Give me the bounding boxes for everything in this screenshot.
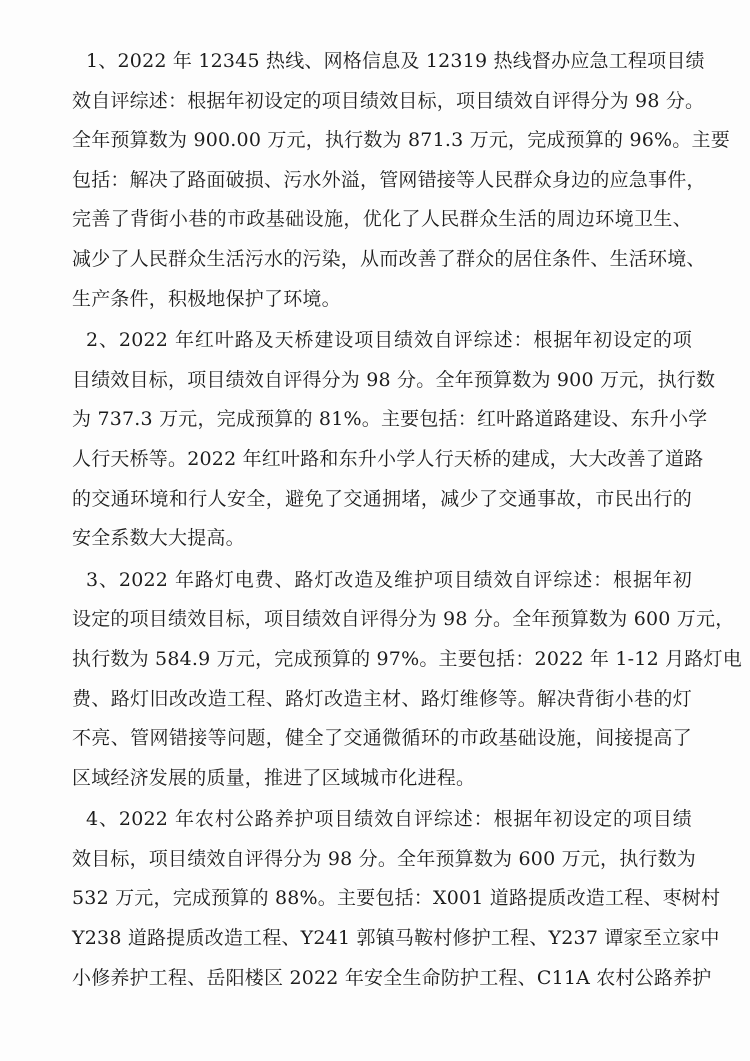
text-line: 生产条件，积极地保护了环境。	[72, 287, 341, 310]
text-line: 设定的项目绩效目标，项目绩效自评得分为 98 分。全年预算数为 600 万元，	[72, 608, 735, 631]
text-line: 532 万元，完成预算的 88%。主要包括：X001 道路提质改造工程、枣树村	[72, 887, 721, 910]
text-line: 4、2022 年农村公路养护项目绩效自评综述：根据年初设定的项目绩	[86, 808, 692, 831]
text-line: 人行天桥等。2022 年红叶路和东升小学人行天桥的建成，大大改善了道路	[72, 447, 704, 470]
text-line: 效自评综述：根据年初设定的项目绩效目标，项目绩效自评得分为 98 分。	[72, 89, 705, 112]
document-body	[72, 42, 742, 1000]
paragraph-3	[72, 561, 742, 799]
text-line: 的交通环境和行人安全，避免了交通拥堵，减少了交通事故，市民出行的	[72, 487, 692, 510]
text-line: 目绩效目标，项目绩效自评得分为 98 分。全年预算数为 900 万元，执行数	[72, 368, 716, 391]
paragraph-1	[72, 42, 730, 319]
text-line: 安全系数大大提高。	[72, 527, 245, 550]
text-line: 包括：解决了路面破损、污水外溢，管网错接等人民群众身边的应急事件，	[72, 168, 706, 191]
text-line: 全年预算数为 900.00 万元，执行数为 871.3 万元，完成预算的 96%。主要	[72, 129, 730, 152]
text-line: 小修养护工程、岳阳楼区 2022 年安全生命防护工程、C11A 农村公路养护	[72, 966, 712, 989]
text-line: Y238 道路提质改造工程、Y241 郭镇马鞍村修护工程、Y237 谭家至立家中	[72, 927, 720, 950]
text-line: 执行数为 584.9 万元，完成预算的 97%。主要包括：2022 年 1-12 月路灯电	[72, 647, 742, 670]
text-line: 为 737.3 万元，完成预算的 81%。主要包括：红叶路道路建设、东升小学	[72, 408, 708, 431]
text-line: 1、2022 年 12345 热线、网格信息及 12319 热线督办应急工程项目绩	[86, 50, 705, 72]
text-line: 费、路灯旧改改造工程、路灯改造主材、路灯维修等。解决背街小巷的灯	[72, 687, 692, 710]
paragraph-2	[72, 321, 716, 559]
text-line: 完善了背街小巷的市政基础设施，优化了人民群众生活的周边环境卫生、	[72, 208, 692, 231]
text-line: 效目标，项目绩效自评得分为 98 分。全年预算数为 600 万元，执行数为	[72, 847, 697, 870]
text-line: 不亮、管网错接等问题，健全了交通微循环的市政基础设施，间接提高了	[72, 727, 692, 750]
paragraph-4	[72, 800, 721, 998]
text-line: 2、2022 年红叶路及天桥建设项目绩效自评综述：根据年初设定的项	[86, 329, 692, 352]
text-line: 减少了人民群众生活污水的污染，从而改善了群众的居住条件、生活环境、	[72, 247, 706, 270]
text-line: 区域经济发展的质量，推进了区域城市化进程。	[72, 766, 476, 789]
text-line: 3、2022 年路灯电费、路灯改造及维护项目绩效自评综述：根据年初	[86, 568, 692, 591]
